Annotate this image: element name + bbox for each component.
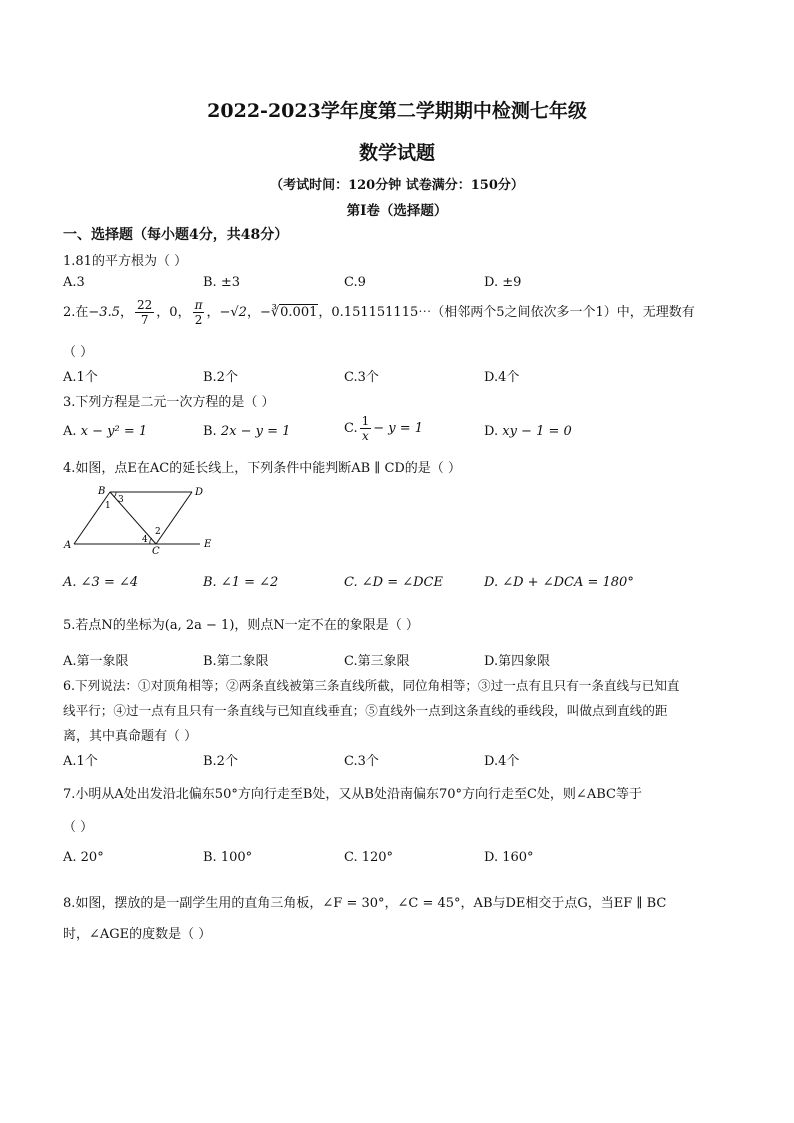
- exam-title: 2022-2023学年度第二学期期中检测七年级: [207, 100, 587, 122]
- q8-line-2: 时，∠AGE的度数是（ ）: [63, 927, 212, 942]
- q3-stem: 3.下列方程是二元一次方程的是（ ）: [63, 395, 275, 410]
- q6-option-b: B.2个: [203, 754, 238, 769]
- q3-option-c: [344, 414, 423, 443]
- q6-option-c: C.3个: [344, 754, 379, 769]
- q2-option-a: A.1个: [63, 370, 98, 385]
- line-cd: [156, 492, 192, 544]
- angle-arc-b: [114, 492, 116, 497]
- label-a: A: [64, 540, 72, 551]
- q3-option-c-label: C.: [344, 421, 358, 436]
- label-b: B: [98, 486, 106, 497]
- q3-option-d-label: D.: [484, 424, 499, 439]
- line-ab: [74, 492, 110, 544]
- q2-square-root: −√2: [219, 305, 247, 320]
- q2-option-d: D.4个: [484, 370, 520, 385]
- q4-option-d: D. ∠D + ∠DCA = 180°: [484, 575, 634, 590]
- label-d: D: [195, 487, 204, 498]
- q6-option-a: A.1个: [63, 754, 98, 769]
- q6-line-2: 线平行；④过一点有且只有一条直线与已知直线垂直；⑤直线外一点到这条直线的垂线段，叫做点到直线的距: [63, 703, 668, 718]
- q2-decimal: 0.151151115⋯（相邻两个5之间依次多一个1）中，无理数有: [331, 305, 695, 320]
- q3-option-a-label: A.: [63, 424, 77, 439]
- q5-option-b: B.第二象限: [203, 654, 269, 669]
- q1-option-d: D. ±9: [484, 275, 522, 290]
- q6-line-1: 6.下列说法：①对顶角相等；②两条直线被第三条直线所截，同位角相等；③过一点有且只有一条直线与已知直: [63, 678, 680, 693]
- q2-fraction-1: [135, 298, 154, 327]
- line-bc: [110, 492, 156, 544]
- angle-label-1: 1: [105, 501, 111, 511]
- q1-option-b: B. ±3: [203, 275, 240, 290]
- q7-option-d: D. 160°: [484, 850, 534, 865]
- q3-option-a: [63, 424, 147, 439]
- q3-option-c-num: 1: [361, 414, 370, 428]
- q2-option-b: B.2个: [203, 370, 238, 385]
- q3-option-c-fraction: [360, 414, 372, 443]
- q1-option-c: C.9: [344, 275, 366, 290]
- label-e: E: [204, 539, 212, 550]
- q4-option-a: A. ∠3 = ∠4: [63, 575, 139, 590]
- q4-option-b: B. ∠1 = ∠2: [203, 575, 279, 590]
- q7-line-1: 7.小明从A处出发沿北偏东50°方向行走至B处，又从B处沿南偏东70°方向行走至C处，则∠ABC等于: [63, 787, 642, 802]
- q1-stem: 1.81的平方根为（ ）: [63, 254, 188, 269]
- q2-zero: 0: [169, 305, 178, 320]
- q2-cube-root-value: 0.001: [280, 305, 318, 320]
- label-c: C: [152, 546, 160, 556]
- q3-option-b: [203, 424, 290, 439]
- q2-fraction-2-num: π: [194, 298, 203, 312]
- q2-prefix: 2.在: [63, 305, 89, 320]
- q6-line-3: 离，其中真命题有（ ）: [63, 729, 198, 744]
- section-heading: 一、选择题（每小题4分，共48分）: [63, 227, 289, 243]
- q2-cube-root-sign: −∛: [259, 305, 280, 320]
- q2-answer-bracket: （ ）: [63, 345, 94, 360]
- q2-fraction-1-den: 7: [140, 313, 149, 327]
- q2-number: −3.5: [88, 305, 120, 320]
- q7-option-b: B. 100°: [203, 850, 253, 865]
- q6-option-d: D.4个: [484, 754, 520, 769]
- q3-option-d-expr: xy − 1 = 0: [502, 424, 572, 439]
- q3-option-c-rest: − y = 1: [373, 421, 424, 436]
- angle-label-4: 4: [142, 535, 148, 545]
- q4-stem: 4.如图，点E在AC的延长线上，下列条件中能判断AB ∥ CD的是（ ）: [63, 461, 461, 476]
- q7-option-a: A. 20°: [63, 850, 104, 865]
- q1-option-a: A.3: [63, 275, 85, 290]
- q2-fraction-1-num: 22: [137, 298, 153, 312]
- q7-option-c: C. 120°: [344, 850, 394, 865]
- q3-option-a-expr: x − y² = 1: [80, 424, 148, 439]
- angle-label-2: 2: [155, 527, 161, 537]
- q4-option-c: C. ∠D = ∠DCE: [344, 575, 443, 590]
- q2-option-c: C.3个: [344, 370, 379, 385]
- q5-option-a: A.第一象限: [63, 654, 129, 669]
- q3-option-d: [484, 424, 572, 439]
- q8-line-1: 8.如图，摆放的是一副学生用的直角三角板，∠F = 30°，∠C = 45°，AB与DE相交于点G，当EF ∥ BC: [63, 896, 667, 911]
- q2-fraction-2-den: 2: [194, 313, 203, 327]
- q4-figure: [60, 480, 220, 556]
- q3-option-b-expr: 2x − y = 1: [220, 424, 291, 439]
- volume-title: 第Ⅰ卷（选择题）: [346, 203, 448, 219]
- q3-option-c-den: x: [362, 429, 369, 443]
- q2-stem: 2.在−3.5， $\frac{22}{7}$ ，0， $\frac{\pi}{2}$ ，−√2，−∛0.001，0.151151115⋯（相邻两个5之间依次多一个1）中，无理数有: [63, 298, 695, 327]
- q5-option-c: C.第三象限: [344, 654, 410, 669]
- q2-fraction-2: [193, 298, 205, 327]
- exam-info: （考试时间：120分钟 试卷满分：150分）: [270, 178, 524, 193]
- q7-line-2: （ ）: [63, 820, 94, 835]
- subject-title: 数学试题: [358, 142, 435, 164]
- angle-label-3: 3: [118, 495, 124, 505]
- q5-stem: 5.若点N的坐标为(a, 2a − 1)，则点N一定不在的象限是（ ）: [63, 618, 419, 633]
- q5-option-d: D.第四象限: [484, 654, 551, 669]
- q3-option-b-label: B.: [203, 424, 217, 439]
